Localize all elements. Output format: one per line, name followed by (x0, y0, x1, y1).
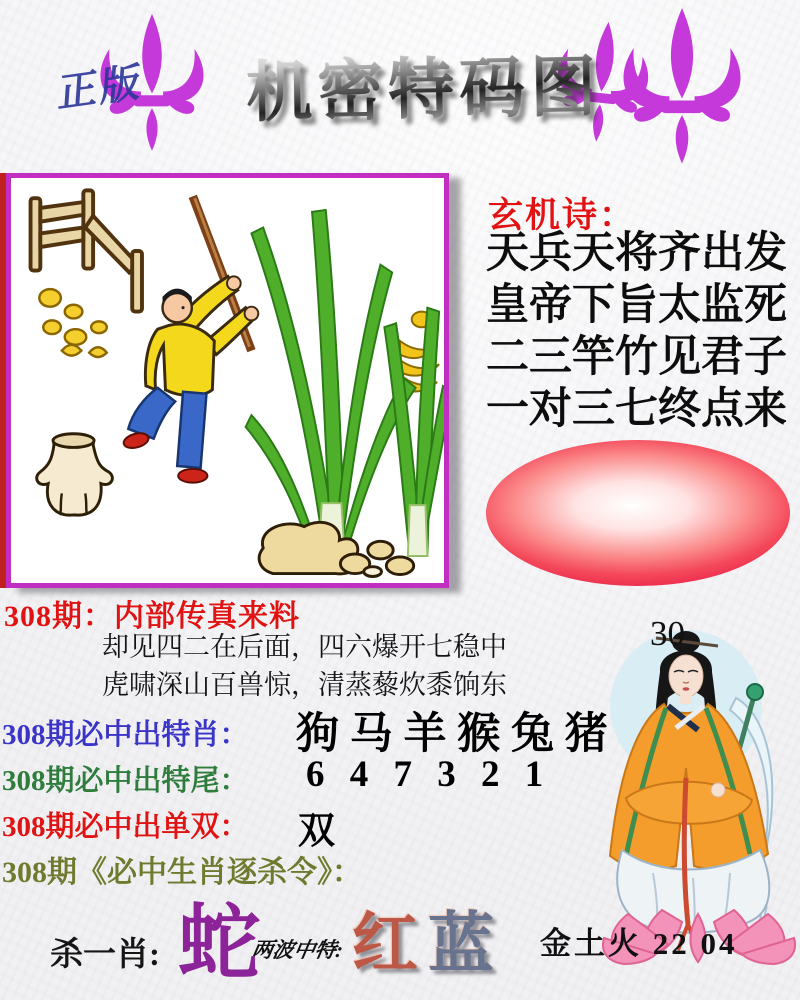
deity-illustration (598, 616, 800, 968)
tree-stump (37, 434, 113, 515)
issue-verse (102, 628, 507, 704)
two-waves-value (352, 890, 504, 985)
rocks (259, 522, 414, 576)
wave-blue: 蓝 (428, 908, 504, 981)
poem-line: 二三竿竹见君子 (486, 334, 787, 381)
cartoon-illustration (11, 178, 444, 583)
issue-heading: 308期：内部传真来料 (4, 600, 300, 633)
kill-zodiac-label: 杀一肖: (50, 937, 160, 973)
poem-line: 天兵天将齐出发 (486, 230, 787, 277)
staff-jewel (747, 684, 763, 700)
parity-prediction-value: 双 (298, 811, 335, 852)
verse-line: 虎啸深山百兽惊，清蒸藜炊黍饷东 (102, 670, 507, 700)
poem-line: 皇帝下旨太监死 (486, 282, 787, 329)
zodiac-prediction-label: 308期必中出特肖： (2, 719, 249, 751)
tail-prediction-value: 6 4 7 3 2 1 (306, 754, 552, 795)
deity-picture (598, 616, 800, 968)
page-title: 机密特码图 (245, 33, 602, 134)
zodiac-prediction-value: 狗 马 羊 猴 兔 猪 (296, 711, 608, 758)
poem-line: 一对三七终点来 (486, 386, 787, 433)
kill-zodiac-value: 蛇 (178, 898, 261, 989)
deity-number: 30 (650, 614, 685, 653)
red-oval (486, 440, 790, 586)
elements-codes: 金土火 22 04 (540, 926, 738, 961)
poem-heading: 玄机诗： (488, 196, 637, 235)
farmer (122, 196, 258, 482)
fleur-de-lis-icon (606, 6, 758, 174)
gold-coins (39, 289, 106, 357)
edition-badge: 正版 (56, 58, 145, 117)
parity-prediction-label: 308期必中出单双： (2, 811, 249, 843)
cartoon-picture (6, 173, 449, 588)
tail-prediction-label: 308期必中出特尾： (2, 765, 249, 797)
kill-order-label: 308期《必中生肖逐杀令》： (2, 856, 362, 889)
two-waves-label: 两波中特: (249, 938, 345, 962)
verse-line: 却见四二在后面，四六爆开七稳中 (102, 632, 507, 662)
poem-lines (486, 228, 800, 436)
wave-red: 红 (352, 908, 428, 981)
